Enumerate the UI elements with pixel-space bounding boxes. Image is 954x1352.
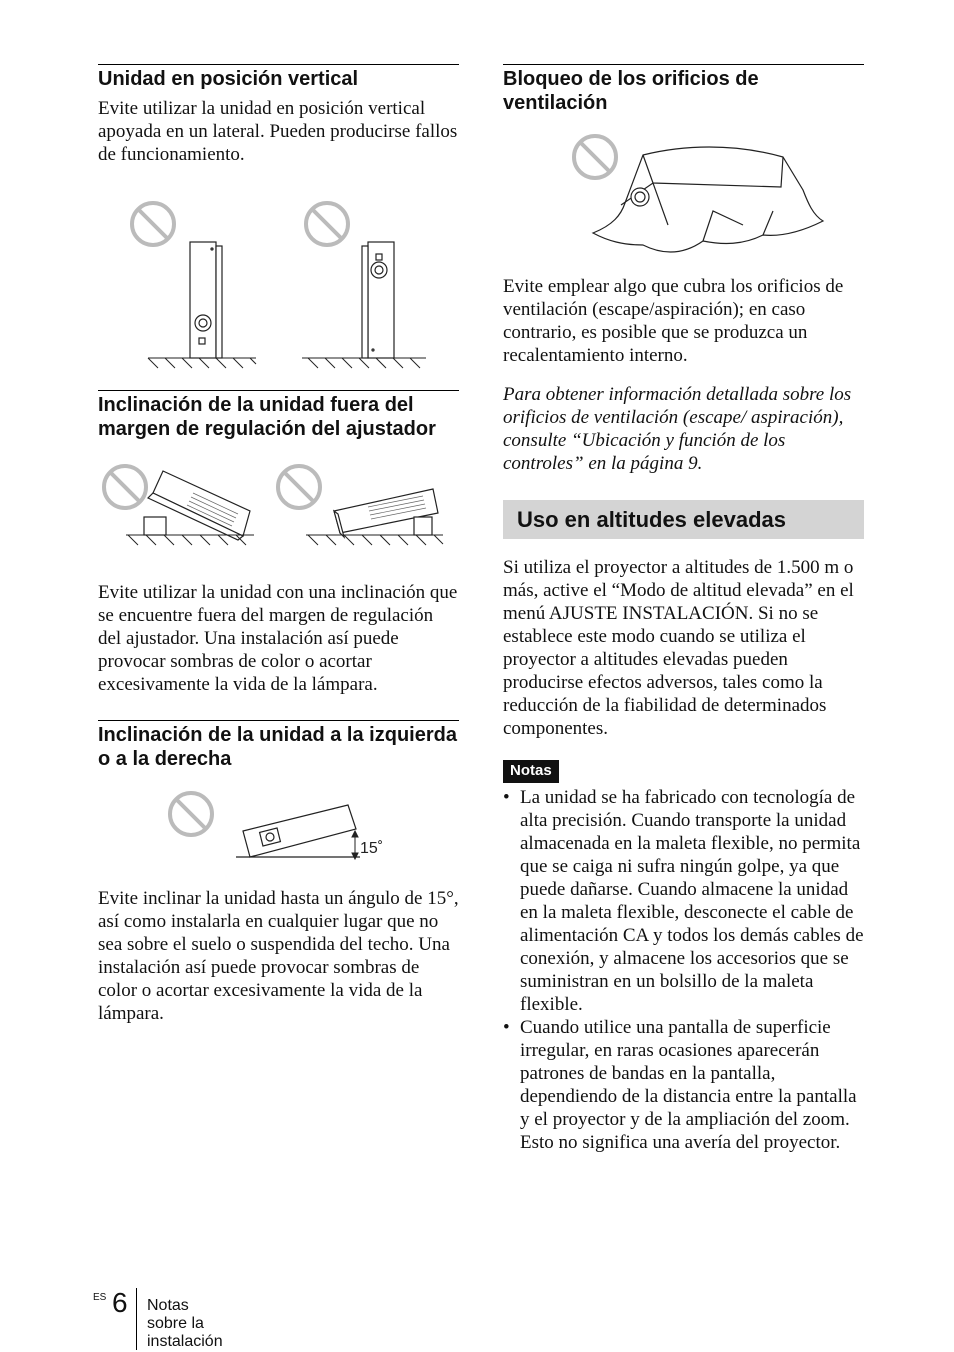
ventilation-reference-note: Para obtener información detallada sobre los orificios de ventilación (escape/ aspiración), consulte “Ubicación y función de los controles” en la página 9. bbox=[503, 384, 852, 474]
section-text-tilt-adjuster: Evite utilizar la unidad con una inclinación que se encuentre fuera del margen de regulación del ajustador. Una instalación así puede provocar sombras de color o acortar excesivamente la vida de la lámpara. bbox=[98, 582, 458, 695]
section-heading-altitude: Uso en altitudes elevadas bbox=[503, 500, 864, 539]
right-column bbox=[503, 64, 864, 1154]
prohibited-icon bbox=[132, 203, 174, 245]
tilted-projector-illustration bbox=[243, 805, 356, 857]
notes-badge: Notas bbox=[503, 760, 559, 783]
tilted-projector-illustration bbox=[334, 489, 438, 537]
figure-tilt-15-degrees bbox=[98, 771, 459, 887]
page-number: 6 bbox=[112, 1287, 128, 1318]
section-heading-vertical: Unidad en posición vertical bbox=[98, 68, 359, 90]
bullet: • bbox=[503, 1017, 510, 1038]
prohibited-icon bbox=[306, 203, 348, 245]
list-item bbox=[503, 786, 864, 1016]
note-text: Cuando utilice una pantalla de superficie irregular, en raras ocasiones aparecerán patrones de bandas en la pantalla, dependiendo de la distancia entre la pantalla y el proyector y de la ampliación del zoom. Esto no significa una avería del proyector. bbox=[520, 1017, 857, 1153]
section-text-altitude: Si utiliza el proyector a altitudes de 1.500 m o más, active el “Modo de altitud elevada” en el menú AJUSTE INSTALACIÓN. Si no se establece este modo cuando se utiliza el proyector a altitudes elevadas pueden producirse efectos adversos, tales como la reducción de la fiabilidad de determinados componentes. bbox=[503, 557, 854, 739]
section-heading-tilt-adjuster: Inclinación de la unidad fuera del margen de regulación del ajustador bbox=[98, 394, 436, 440]
cloth-covered-projector-illustration bbox=[593, 147, 823, 252]
section-heading-ventilation: Bloqueo de los orificios de ventilación bbox=[503, 68, 759, 114]
upright-projector-illustration bbox=[362, 242, 394, 358]
section-ventilation bbox=[503, 64, 864, 115]
notes-header bbox=[503, 760, 864, 783]
footer-divider bbox=[136, 1288, 137, 1350]
section-tilt-sideways bbox=[98, 720, 459, 771]
left-column bbox=[98, 64, 459, 1025]
notes-list bbox=[503, 786, 864, 1154]
list-item bbox=[503, 1016, 864, 1154]
angle-label: 15˚ bbox=[360, 840, 384, 857]
section-heading-tilt-sideways: Inclinación de la unidad a la izquierda o a la derecha bbox=[98, 724, 457, 770]
section-text-vertical: Evite utilizar la unidad en posición vertical apoyada en un lateral. Pueden producirse fallos de funcionamiento. bbox=[98, 98, 458, 165]
floor-hatching bbox=[306, 535, 443, 545]
section-tilt-adjuster bbox=[98, 390, 459, 441]
bullet: • bbox=[503, 787, 510, 808]
floor-hatching bbox=[302, 358, 426, 368]
floor-hatching bbox=[148, 358, 256, 368]
prohibited-icon bbox=[278, 466, 320, 508]
figure-covered-projector bbox=[503, 115, 864, 263]
angle-arrow-icon bbox=[352, 831, 358, 859]
section-text-ventilation: Evite emplear algo que cubra los orificios de ventilación (escape/aspiración); en caso contrario, es posible que se produzca un recalentamiento interno. bbox=[503, 276, 844, 366]
figure-tilted-units bbox=[98, 441, 459, 581]
tilted-projector-illustration bbox=[144, 471, 250, 540]
section-text-tilt-sideways: Evite inclinar la unidad hasta un ángulo de 15°, así como instalarla en cualquier lugar que no sea sobre el suelo o suspendida del techo. Una instalación así puede provocar sombras de color o acortar excesivamente la vida de la lámpara. bbox=[98, 888, 459, 1024]
footer-section-title: Notas sobre la instalación bbox=[147, 1297, 223, 1350]
prohibited-icon bbox=[574, 136, 616, 178]
figure-vertical-units bbox=[98, 166, 459, 378]
language-code: ES bbox=[93, 1292, 107, 1303]
prohibited-icon bbox=[170, 793, 212, 835]
section-vertical bbox=[98, 64, 459, 91]
note-text: La unidad se ha fabricado con tecnología de alta precisión. Cuando transporte la unidad almacenada en la maleta flexible, no permita que se caiga ni sufra ningún golpe, ya que puede dañarse. Cuando almacene la unidad en la maleta flexible, desconecte el cable de alimentación CA y todos los demás cables de conexión, y almacene los accesorios que se suministran en un bolsillo de la maleta flexible. bbox=[520, 787, 864, 1015]
prohibited-icon bbox=[104, 466, 146, 508]
upright-projector-illustration bbox=[190, 242, 222, 358]
